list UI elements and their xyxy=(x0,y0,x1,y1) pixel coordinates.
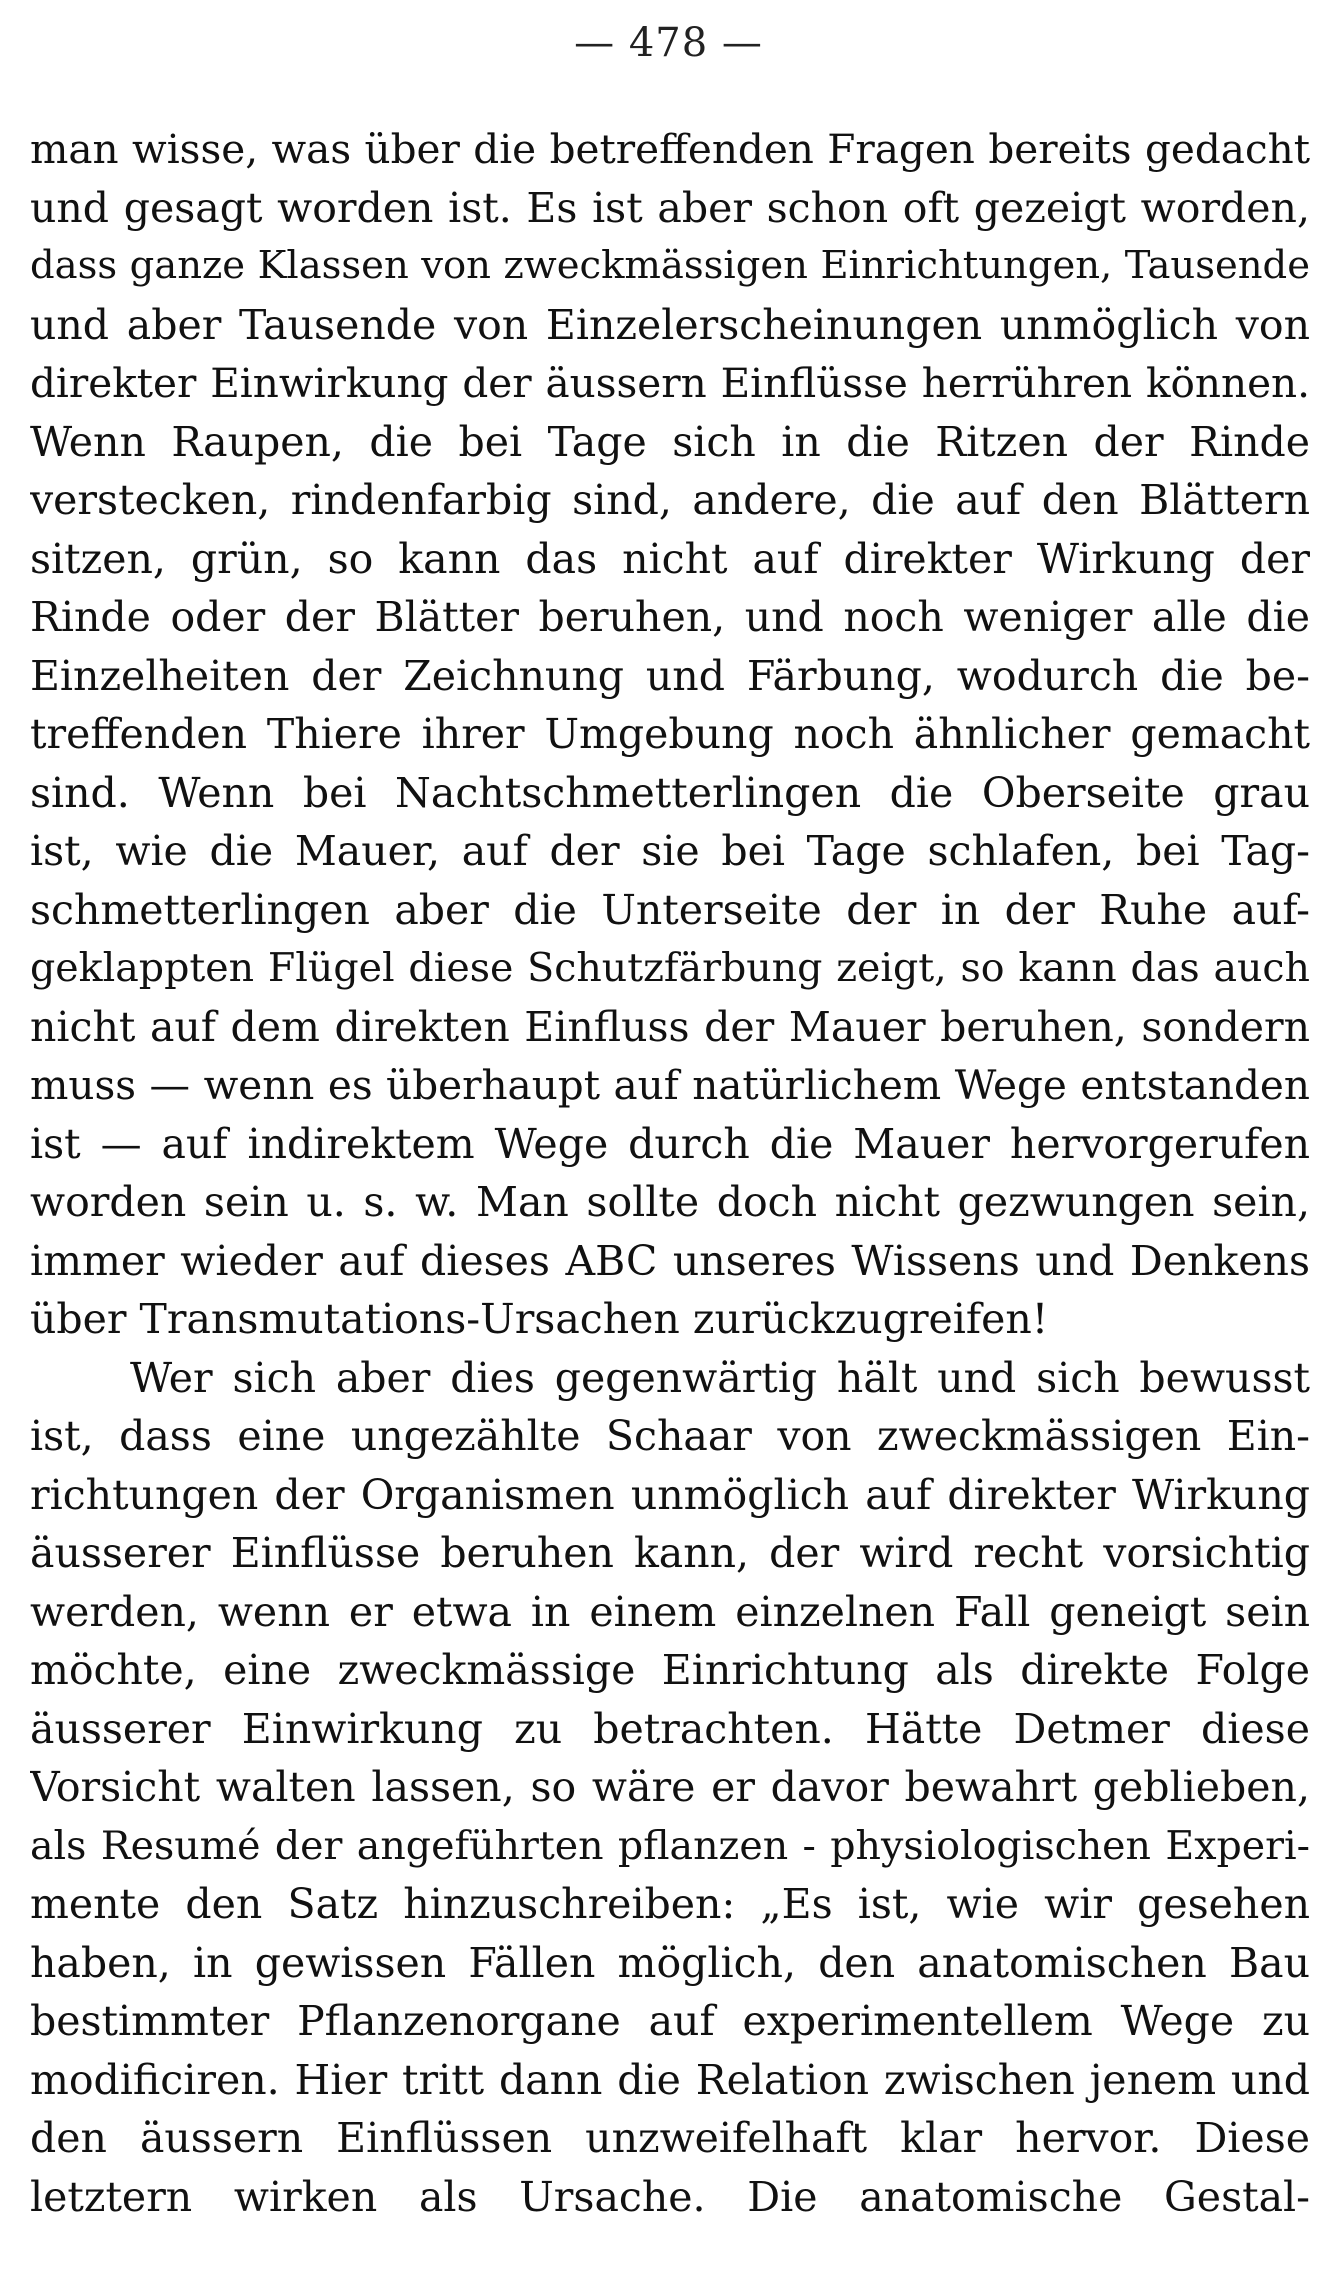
text-line: immer wieder auf dieses ABC unseres Wissens und Denkens xyxy=(30,1236,1310,1285)
page-number: — 478 — xyxy=(574,20,763,66)
text-line: Wer sich aber dies gegenwärtig hält und sich bewusst xyxy=(130,1353,1310,1402)
text-line: und gesagt worden ist. Es ist aber schon oft gezeigt worden, xyxy=(30,183,1310,232)
text-line: muss — wenn es überhaupt auf natürlichem Wege entstanden xyxy=(30,1061,1310,1109)
text-line: äusserer Einflüsse beruhen kann, der wird recht vorsichtig xyxy=(30,1529,1310,1577)
text-line: den äussern Einflüssen unzweifelhaft klar hervor. Diese xyxy=(30,2114,1310,2162)
text-line: ist — auf indirektem Wege durch die Mauer hervorgerufen xyxy=(30,1119,1310,1168)
text-line: werden, wenn er etwa in einem einzelnen Fall geneigt sein xyxy=(30,1587,1310,1636)
text-line: worden sein u. s. w. Man sollte doch nicht gezwungen sein, xyxy=(30,1178,1310,1226)
text-line: richtungen der Organismen unmöglich auf direkter Wirkung xyxy=(30,1470,1310,1519)
text-line: treffenden Thiere ihrer Umgebung noch ähnlicher gemacht xyxy=(30,710,1310,758)
text-line: Wenn Raupen, die bei Tage sich in die Ritzen der Rinde xyxy=(30,417,1310,466)
text-line: Einzelheiten der Zeichnung und Färbung, wodurch die be- xyxy=(30,651,1310,700)
text-line: modificiren. Hier tritt dann die Relation zwischen jenem und xyxy=(30,2055,1310,2104)
text-line: nicht auf dem direkten Einfluss der Mauer beruhen, sondern xyxy=(30,1002,1310,1051)
text-line: letztern wirken als Ursache. Die anatomische Gestal- xyxy=(30,2172,1310,2221)
text-line: ist, wie die Mauer, auf der sie bei Tage schlafen, bei Tag- xyxy=(30,827,1310,875)
text-line: Vorsicht walten lassen, so wäre er davor bewahrt geblieben, xyxy=(30,1763,1310,1811)
text-line: Rinde oder der Blätter beruhen, und noch weniger alle die xyxy=(30,593,1310,641)
text-line: möchte, eine zweckmässige Einrichtung als direkte Folge xyxy=(30,1646,1310,1694)
text-line: sind. Wenn bei Nachtschmetterlingen die Oberseite grau xyxy=(30,768,1310,817)
text-line: als Resumé der angeführten pflanzen - physiologischen Experi- xyxy=(30,1822,1310,1869)
text-line: und aber Tausende von Einzelerscheinungen unmöglich von xyxy=(30,300,1310,349)
text-line: ist, dass eine ungezählte Schaar von zweckmässigen Ein- xyxy=(30,1412,1310,1460)
text-line: über Transmutations-Ursachen zurückzugreifen! xyxy=(30,1295,1049,1343)
text-line: äusserer Einwirkung zu betrachten. Hätte Detmer diese xyxy=(30,1704,1310,1753)
text-line: man wisse, was über die betreffenden Fragen bereits gedacht xyxy=(30,125,1310,173)
text-line: mente den Satz hinzuschreiben: „Es ist, wie wir gesehen xyxy=(30,1880,1310,1928)
text-line: dass ganze Klassen von zweckmässigen Einrichtungen, Tausende xyxy=(30,243,1310,288)
text-line: direkter Einwirkung der äussern Einflüsse herrühren können. xyxy=(30,359,1310,407)
body-text xyxy=(30,120,1310,2226)
text-line: geklappten Flügel diese Schutzfärbung zeigt, so kann das auch xyxy=(30,945,1310,991)
text-line: bestimmter Pflanzenorgane auf experimentellem Wege zu xyxy=(30,1997,1310,2045)
text-line: verstecken, rindenfarbig sind, andere, die auf den Blättern xyxy=(30,476,1310,524)
text-line: sitzen, grün, so kann das nicht auf direkter Wirkung der xyxy=(30,534,1310,583)
text-line: schmetterlingen aber die Unterseite der in der Ruhe auf- xyxy=(30,885,1310,934)
text-line: haben, in gewissen Fällen möglich, den anatomischen Bau xyxy=(30,1938,1310,1987)
